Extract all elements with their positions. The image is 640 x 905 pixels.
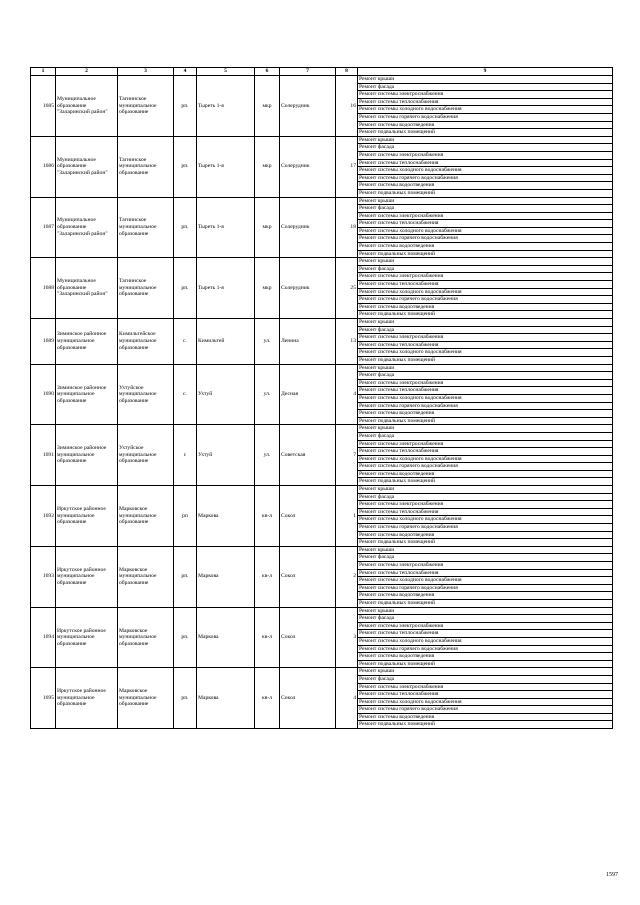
work-item-cell: Ремонт системы электроснабжения [358,212,613,220]
work-item-cell: Ремонт подвальных помещений [358,478,613,486]
table-row [31,546,613,554]
table-body [31,68,613,729]
work-item-cell: Ремонт системы теплоснабжения [358,569,613,577]
work-item-cell: Ремонт системы водоотведения [358,470,613,478]
table-row [31,364,613,372]
locality-cell: Тыреть 1-я [197,197,255,258]
locality-type-cell: рп. [174,607,197,668]
street-type-cell: кв-л [255,668,280,729]
house-number-cell: 17 [336,136,358,197]
locality-type-cell: рп. [174,668,197,729]
settlement-cell: Марковское муниципальное образование [118,486,174,547]
work-item-cell: Ремонт крыши [358,197,613,205]
locality-type-cell: рп. [174,76,197,137]
work-item-cell: Ремонт крыши [358,668,613,676]
locality-type-cell: рп. [174,546,197,607]
work-item-cell: Ремонт системы электроснабжения [358,622,613,630]
page-number: 1597 [606,872,618,878]
street-type-cell: ул. [255,364,280,425]
work-item-cell: Ремонт системы теплоснабжения [358,341,613,349]
locality-cell: Маркова [197,546,255,607]
work-item-cell: Ремонт системы электроснабжения [358,91,613,99]
header-cell: 1 [31,68,56,76]
record-number: 1685 [31,76,56,137]
house-number-cell: 16 [336,76,358,137]
work-item-cell: Ремонт фасада [358,205,613,213]
work-item-cell: Ремонт системы теплоснабжения [358,691,613,699]
work-item-cell: Ремонт системы электроснабжения [358,440,613,448]
header-cell: 5 [197,68,255,76]
header-cell: 2 [56,68,118,76]
work-item-cell: Ремонт системы электроснабжения [358,379,613,387]
table-row [31,486,613,494]
locality-cell: Ухтуй [197,364,255,425]
work-item-cell: Ремонт крыши [358,76,613,84]
work-item-cell: Ремонт системы холодного водоснабжения [358,455,613,463]
work-item-cell: Ремонт системы горячего водоснабжения [358,402,613,410]
house-number-cell: 2 [336,546,358,607]
header-cell: 6 [255,68,280,76]
record-number: 1694 [31,607,56,668]
house-number-cell: 3 [336,607,358,668]
table-row [31,668,613,676]
work-item-cell: Ремонт фасада [358,144,613,152]
header-cell: 9 [358,68,613,76]
work-item-cell: Ремонт системы холодного водоснабжения [358,516,613,524]
work-item-cell: Ремонт системы холодного водоснабжения [358,288,613,296]
table-row [31,197,613,205]
work-item-cell: Ремонт системы холодного водоснабжения [358,349,613,357]
locality-type-cell: с [174,425,197,486]
locality-cell: Маркова [197,607,255,668]
work-item-cell: Ремонт фасада [358,372,613,380]
work-item-cell: Ремонт системы горячего водоснабжения [358,524,613,532]
work-item-cell: Ремонт крыши [358,486,613,494]
work-item-cell: Ремонт подвальных помещений [358,660,613,668]
street-cell: Ленина [280,319,336,365]
work-item-cell: Ремонт крыши [358,364,613,372]
work-item-cell: Ремонт системы холодного водоснабжения [358,394,613,402]
street-cell: Сокол [280,486,336,547]
work-item-cell: Ремонт системы горячего водоснабжения [358,645,613,653]
record-number: 1693 [31,546,56,607]
work-item-cell: Ремонт подвальных помещений [358,311,613,319]
work-item-cell: Ремонт фасада [358,83,613,91]
work-item-cell: Ремонт крыши [358,136,613,144]
work-item-cell: Ремонт системы электроснабжения [358,501,613,509]
municipality-cell: Иркутское районное муниципальное образование [56,668,118,729]
work-item-cell: Ремонт фасада [358,326,613,334]
settlement-cell: Марковское муниципальное образование [118,607,174,668]
municipality-cell: Зиминское районное муниципальное образование [56,425,118,486]
street-type-cell: кв-л [255,607,280,668]
work-item-cell: Ремонт системы теплоснабжения [358,98,613,106]
locality-type-cell: с. [174,364,197,425]
work-item-cell: Ремонт системы горячего водоснабжения [358,296,613,304]
record-number: 1687 [31,197,56,258]
locality-type-cell: рп. [174,258,197,319]
table-row [31,136,613,144]
street-type-cell: кв-л [255,486,280,547]
street-type-cell: кв-л [255,546,280,607]
settlement-cell: Кимильтейское муниципальное образование [118,319,174,365]
work-item-cell: Ремонт фасада [358,432,613,440]
work-item-cell: Ремонт системы электроснабжения [358,683,613,691]
settlement-cell: Тагнинское муниципальное образование [118,197,174,258]
work-item-cell: Ремонт системы электроснабжения [358,151,613,159]
street-cell: Десная [280,364,336,425]
house-number-cell: 4 [336,364,358,425]
street-cell: Сокол [280,607,336,668]
work-item-cell: Ремонт подвальных помещений [358,250,613,258]
work-item-cell: Ремонт системы водоотведения [358,531,613,539]
work-item-cell: Ремонт фасада [358,615,613,623]
record-number: 1695 [31,668,56,729]
work-item-cell: Ремонт крыши [358,546,613,554]
work-item-cell: Ремонт фасада [358,675,613,683]
header-cell: 8 [336,68,358,76]
work-item-cell: Ремонт подвальных помещений [358,539,613,547]
locality-type-cell: рп. [174,197,197,258]
header-row [31,68,613,76]
record-number: 1690 [31,364,56,425]
street-cell: Солерудник [280,197,336,258]
work-item-cell: Ремонт системы теплоснабжения [358,159,613,167]
settlement-cell: Ухтуйское муниципальное образование [118,425,174,486]
locality-cell: Тыреть 1-я [197,76,255,137]
work-item-cell: Ремонт системы водоотведения [358,713,613,721]
settlement-cell: Тагнинское муниципальное образование [118,76,174,137]
work-item-cell: Ремонт крыши [358,425,613,433]
work-item-cell: Ремонт системы электроснабжения [358,273,613,281]
locality-type-cell: с. [174,319,197,365]
work-item-cell: Ремонт системы электроснабжения [358,562,613,570]
work-item-cell: Ремонт системы горячего водоснабжения [358,584,613,592]
settlement-cell: Тагнинское муниципальное образование [118,136,174,197]
work-item-cell: Ремонт системы теплоснабжения [358,387,613,395]
municipality-cell: Иркутское районное муниципальное образование [56,607,118,668]
work-item-cell: Ремонт системы холодного водоснабжения [358,167,613,175]
municipality-cell: Муниципальное образование "Заларинский район" [56,197,118,258]
locality-type-cell: рп [174,486,197,547]
header-cell: 3 [118,68,174,76]
house-number-cell: 7 [336,425,358,486]
work-item-cell: Ремонт системы холодного водоснабжения [358,698,613,706]
work-item-cell: Ремонт системы холодного водоснабжения [358,577,613,585]
house-number-cell: 4 [336,668,358,729]
street-type-cell: мкр [255,258,280,319]
municipality-cell: Иркутское районное муниципальное образование [56,486,118,547]
municipality-cell: Зиминское районное муниципальное образование [56,319,118,365]
table-row [31,319,613,327]
table-row [31,607,613,615]
street-cell: Сокол [280,546,336,607]
work-item-cell: Ремонт системы водоотведения [358,592,613,600]
table-row [31,76,613,84]
work-item-cell: Ремонт системы водоотведения [358,182,613,190]
record-number: 1691 [31,425,56,486]
work-item-cell: Ремонт системы горячего водоснабжения [358,463,613,471]
street-cell: Сокол [280,668,336,729]
work-item-cell: Ремонт подвальных помещений [358,356,613,364]
record-number: 1692 [31,486,56,547]
work-item-cell: Ремонт подвальных помещений [358,129,613,137]
record-number: 1686 [31,136,56,197]
work-item-cell: Ремонт крыши [358,607,613,615]
locality-cell: Тыреть 1-я [197,136,255,197]
municipality-cell: Муниципальное образование "Заларинский район" [56,76,118,137]
work-item-cell: Ремонт крыши [358,258,613,266]
work-item-cell: Ремонт подвальных помещений [358,599,613,607]
work-item-cell: Ремонт крыши [358,319,613,327]
street-cell: Солерудник [280,136,336,197]
work-item-cell: Ремонт системы водоотведения [358,121,613,129]
municipality-cell: Муниципальное образование "Заларинский район" [56,136,118,197]
street-type-cell: ул. [255,319,280,365]
locality-cell: Маркова [197,668,255,729]
locality-cell: Кимильтей [197,319,255,365]
work-item-cell: Ремонт системы холодного водоснабжения [358,227,613,235]
work-item-cell: Ремонт подвальных помещений [358,721,613,729]
repair-register-table [30,67,613,729]
locality-type-cell: рп. [174,136,197,197]
work-item-cell: Ремонт системы холодного водоснабжения [358,106,613,114]
header-cell: 7 [280,68,336,76]
settlement-cell: Тагнинское муниципальное образование [118,258,174,319]
settlement-cell: Марковское муниципальное образование [118,546,174,607]
header-cell: 4 [174,68,197,76]
table-row [31,425,613,433]
street-type-cell: мкр [255,76,280,137]
locality-cell: Ухтуй [197,425,255,486]
work-item-cell: Ремонт системы теплоснабжения [358,448,613,456]
work-item-cell: Ремонт системы водоотведения [358,243,613,251]
work-item-cell: Ремонт системы теплоснабжения [358,508,613,516]
record-number: 1689 [31,319,56,365]
work-item-cell: Ремонт системы горячего водоснабжения [358,235,613,243]
work-item-cell: Ремонт системы теплоснабжения [358,281,613,289]
street-type-cell: мкр [255,136,280,197]
street-cell: Солерудник [280,258,336,319]
street-type-cell: ул. [255,425,280,486]
locality-cell: Тыреть 1-я [197,258,255,319]
street-cell: Советская [280,425,336,486]
street-type-cell: мкр [255,197,280,258]
work-item-cell: Ремонт системы горячего водоснабжения [358,706,613,714]
locality-cell: Маркова [197,486,255,547]
street-cell: Солерудник [280,76,336,137]
work-item-cell: Ремонт системы электроснабжения [358,334,613,342]
record-number: 1688 [31,258,56,319]
table-row [31,258,613,266]
house-number-cell: 13 [336,319,358,365]
work-item-cell: Ремонт системы водоотведения [358,410,613,418]
work-item-cell: Ремонт системы холодного водоснабжения [358,637,613,645]
work-item-cell: Ремонт подвальных помещений [358,189,613,197]
settlement-cell: Ухтуйское муниципальное образование [118,364,174,425]
work-item-cell: Ремонт фасада [358,554,613,562]
work-item-cell: Ремонт системы теплоснабжения [358,220,613,228]
municipality-cell: Зиминское районное муниципальное образование [56,364,118,425]
municipality-cell: Иркутское районное муниципальное образование [56,546,118,607]
work-item-cell: Ремонт подвальных помещений [358,417,613,425]
work-item-cell: Ремонт системы водоотведения [358,653,613,661]
work-item-cell: Ремонт системы теплоснабжения [358,630,613,638]
work-item-cell: Ремонт системы горячего водоснабжения [358,174,613,182]
house-number-cell: 18 [336,197,358,258]
work-item-cell: Ремонт фасада [358,265,613,273]
settlement-cell: Марковское муниципальное образование [118,668,174,729]
house-number-cell: 25 [336,258,358,319]
work-item-cell: Ремонт системы горячего водоснабжения [358,113,613,121]
municipality-cell: Муниципальное образование "Заларинский район" [56,258,118,319]
work-item-cell: Ремонт фасада [358,493,613,501]
work-item-cell: Ремонт системы водоотведения [358,303,613,311]
house-number-cell: 1 [336,486,358,547]
